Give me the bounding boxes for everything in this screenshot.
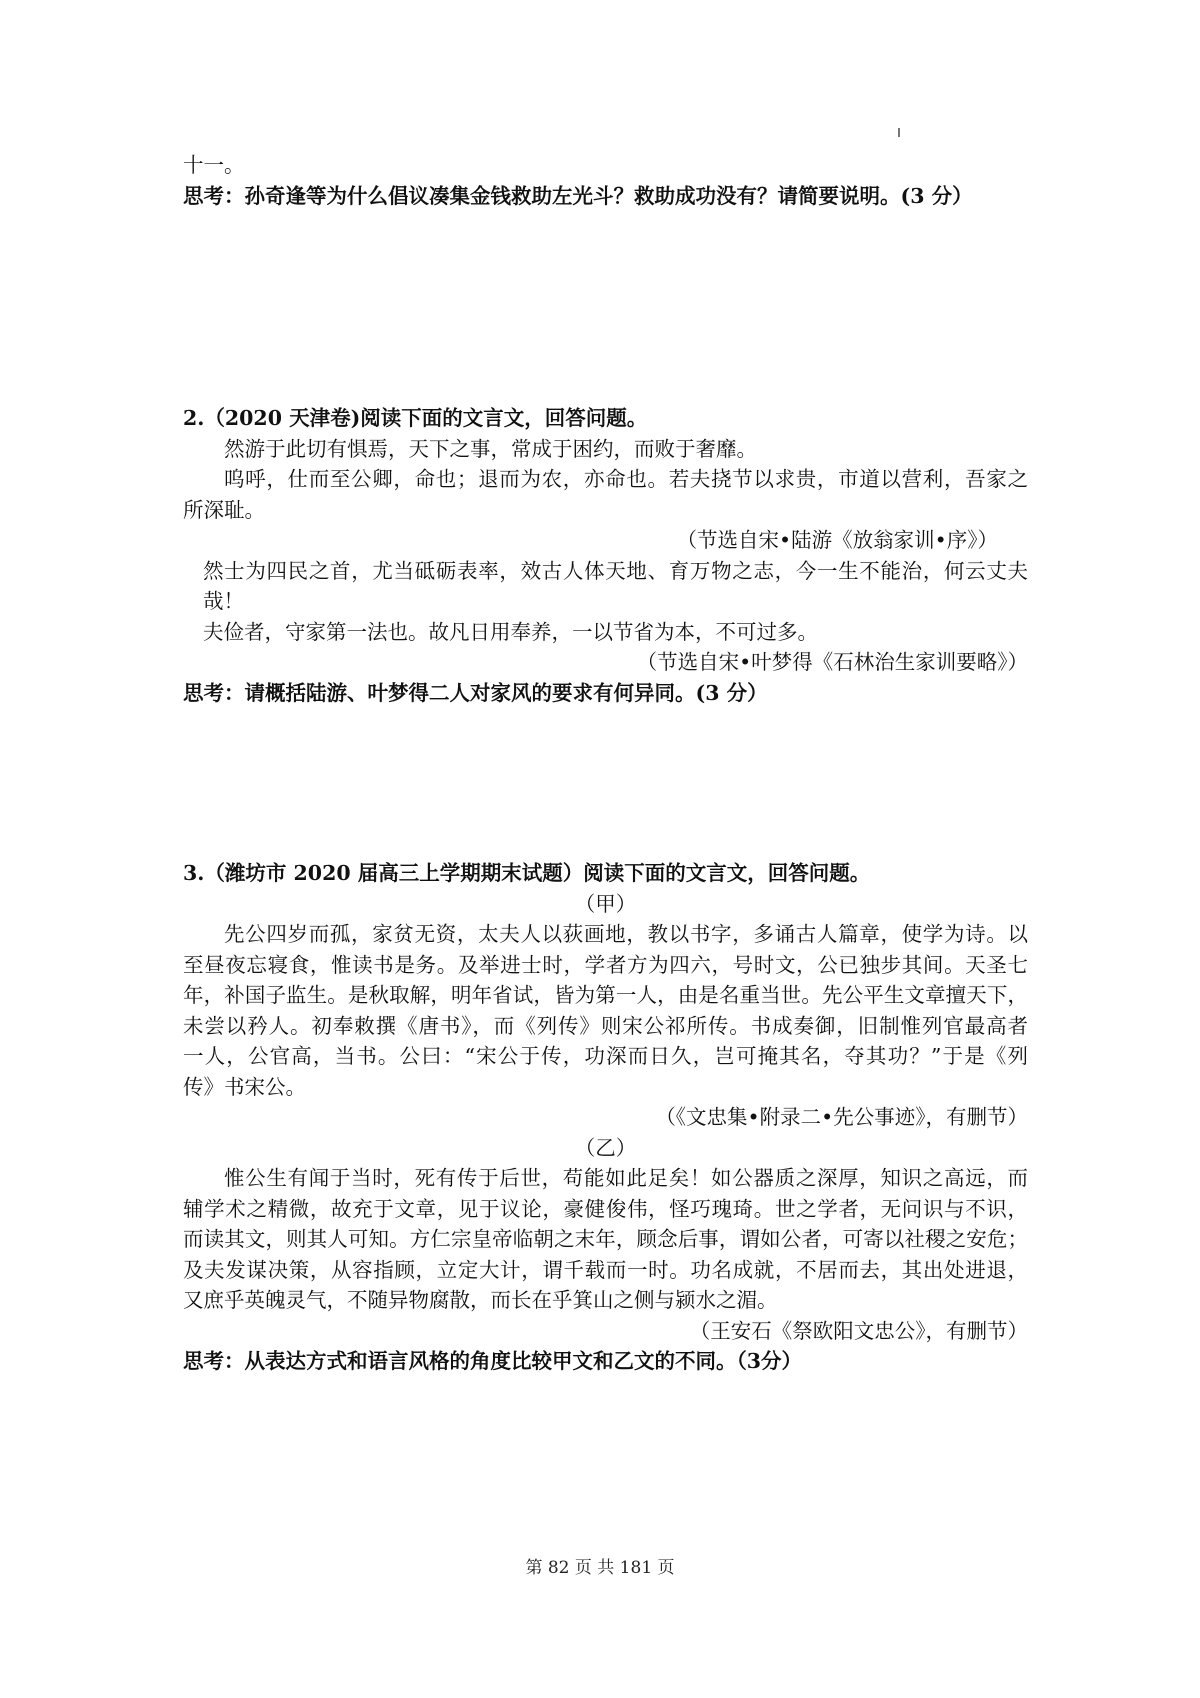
q2-line-2: 呜呼，仕而至公卿，命也；退而为农，亦命也。若夫挠节以求贵，市道以营利，吾家之	[224, 467, 1028, 491]
q3-heading-jia: （甲）	[574, 891, 637, 916]
q3-jia-line-2: 至昼夜忘寝食，惟读书是务。及举进士时，学者方为四六，号时文，公已独步其间。天圣七	[183, 952, 1028, 977]
q2-line-3: 所深耻。	[183, 497, 265, 522]
q2-line-6: 夫俭者，守家第一法也。故凡日用奉养，一以节省为本，不可过多。	[203, 619, 818, 644]
q3-source-1: （《文忠集•附录二•先公事迹》，有删节）	[655, 1105, 1028, 1129]
document-body	[183, 150, 1028, 1377]
question-2-think: 思考：请概括陆游、叶梦得二人对家风的要求有何异同。(3 分）	[183, 680, 768, 705]
q2-line-4: 然士为四民之首，尤当砥砺表率，效古人体天地、育万物之志，今一生不能治，何云丈夫	[203, 558, 1028, 583]
q3-yi-line-1: 惟公生有闻于当时，死有传于后世，苟能如此足矣！如公器质之深厚，知识之高远，而	[224, 1166, 1028, 1190]
q3-yi-line-2: 辅学术之精微，故充于文章，见于议论，豪健俊伟，怪巧瑰琦。世之学者，无问识与不识，	[183, 1196, 1028, 1221]
question-1-think: 思考：孙奇逢等为什么倡议凑集金钱救助左光斗？救助成功没有？请简要说明。(3 分）	[183, 183, 973, 208]
q3-source-2: （王安石《祭欧阳文忠公》，有删节）	[689, 1318, 1028, 1343]
page-footer: 第 82 页 共 181 页	[525, 1558, 675, 1578]
paragraph-tail: 十一。	[183, 153, 245, 177]
question-3-title: 3.（潍坊市 2020 届高三上学期期末试题）阅读下面的文言文，回答问题。	[183, 861, 871, 885]
q3-yi-line-3: 而读其文，则其人可知。方仁宗皇帝临朝之末年，顾念后事，谓如公者，可寄以社稷之安危；	[183, 1227, 1028, 1251]
question-3-think: 思考：从表达方式和语言风格的角度比较甲文和乙文的不同。（3分）	[183, 1349, 803, 1373]
q3-yi-line-5: 又庶乎英魄灵气，不随异物腐散，而长在乎箕山之侧与颍水之湄。	[183, 1288, 778, 1312]
q2-source-1: （节选自宋•陆游《放翁家训•序》）	[676, 528, 998, 552]
q3-jia-line-1: 先公四岁而孤，家贫无资，太夫人以荻画地，教以书字，多诵古人篇章，使学为诗。以	[224, 922, 1028, 946]
question-2-title: 2.（2020 天津卷)阅读下面的文言文，回答问题。	[183, 406, 648, 430]
q2-line-1: 然游于此切有惧焉，天下之事，常成于困约，而败于奢靡。	[224, 436, 757, 461]
q3-jia-line-3: 年，补国子监生。是秋取解，明年省试，皆为第一人，由是名重当世。先公平生文章擅天下，	[183, 983, 1028, 1007]
q3-jia-line-4: 未尝以矜人。初奉敕撰《唐书》，而《列传》则宋公祁所传。书成奏御，旧制惟列官最高者	[183, 1013, 1028, 1038]
q3-heading-yi: （乙）	[574, 1135, 637, 1160]
q2-line-5: 哉！	[203, 589, 244, 613]
q3-jia-line-5: 一人，公官高，当书。公曰：“宋公于传，功深而日久，岂可掩其名，夺其功？”于是《列	[183, 1044, 1028, 1068]
q3-jia-line-6: 传》书宋公。	[183, 1074, 306, 1099]
q3-yi-line-4: 及夫发谋决策，从容指顾，立定大计，谓千载而一时。功名成就，不居而去，其出处进退，	[183, 1257, 1028, 1282]
scan-mark	[898, 128, 900, 137]
q2-source-2: （节选自宋•叶梦得《石林治生家训要略》）	[636, 650, 1028, 674]
